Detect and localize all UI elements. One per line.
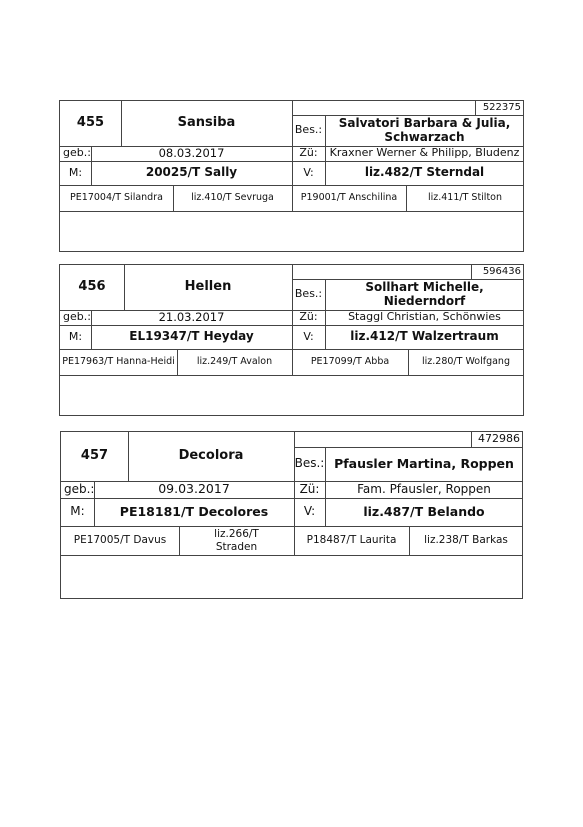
divider (61, 526, 523, 527)
birth-date: 08.03.2017 (158, 146, 225, 160)
divider (325, 279, 326, 349)
horse-name: Hellen (184, 279, 232, 295)
divider (179, 526, 180, 555)
sire-label: V: (303, 504, 316, 519)
entry-number: 455 (76, 115, 105, 131)
sire-label: V: (303, 329, 314, 343)
divider (292, 265, 293, 375)
breeder-label: Zü: (299, 310, 318, 324)
horse-name: Sansiba (177, 115, 236, 131)
owner-name: Pfausler Martina, Roppen (334, 455, 514, 471)
divider (471, 265, 472, 279)
pedigree-sire-sire: liz.238/T Barkas (424, 534, 508, 547)
divider (292, 115, 524, 116)
registration-number: 596436 (482, 266, 521, 278)
breeder-name: Kraxner Werner & Philipp, Bludenz (329, 146, 520, 160)
birth-date: 09.03.2017 (158, 481, 230, 497)
divider (475, 101, 476, 115)
sire-name: liz.482/T Sterndal (364, 165, 485, 180)
entry-number: 457 (80, 448, 109, 464)
divider (471, 432, 472, 447)
pedigree-sire-sire: liz.411/T Stilton (427, 191, 503, 203)
pedigree-dam-sire: liz.410/T Sevruga (191, 191, 274, 203)
divider (292, 279, 524, 280)
owner-name: Sollhart Michelle, Niederndorf (365, 279, 484, 308)
pedigree-dam-dam: PE17963/T Hanna-Heidi (62, 355, 175, 367)
entry-card-456 (59, 264, 524, 416)
pedigree-sire-dam: P18487/T Laurita (306, 534, 397, 547)
sire-name: liz.412/T Walzertraum (350, 329, 499, 344)
registration-number: 522375 (482, 102, 521, 114)
divider (128, 432, 129, 481)
owner-label: Bes.: (294, 456, 325, 471)
registration-number: 472986 (478, 432, 520, 446)
birth-label: geb.: (63, 146, 91, 160)
entry-card-457 (60, 431, 523, 599)
horse-name: Decolora (178, 448, 244, 464)
divider (60, 211, 524, 212)
breeder-name: Fam. Pfausler, Roppen (357, 481, 491, 496)
owner-label: Bes.: (294, 287, 323, 301)
birth-date: 21.03.2017 (158, 310, 225, 324)
dam-label: M: (68, 329, 83, 343)
sire-name: liz.487/T Belando (363, 503, 485, 519)
dam-name: 20025/T Sally (145, 165, 238, 180)
divider (91, 146, 92, 185)
birth-label: geb.: (64, 481, 94, 496)
divider (173, 185, 174, 211)
divider (61, 481, 523, 482)
owner-label: Bes.: (294, 123, 323, 137)
dam-label: M: (70, 504, 85, 519)
divider (325, 447, 326, 526)
entry-number: 456 (78, 279, 106, 295)
breeder-label: Zü: (299, 146, 318, 160)
pedigree-sire-dam: PE17099/T Abba (310, 355, 390, 367)
divider (91, 310, 92, 349)
divider (61, 498, 523, 499)
dam-name: PE18181/T Decolores (119, 503, 269, 519)
divider (409, 526, 410, 555)
divider (294, 447, 523, 448)
birth-label: geb.: (63, 310, 91, 324)
pedigree-sire-dam: P19001/T Anschilina (300, 191, 398, 203)
divider (121, 101, 122, 146)
breeder-label: Zü: (299, 481, 320, 496)
owner-name: Salvatori Barbara & Julia, Schwarzach (338, 115, 511, 144)
divider (406, 185, 407, 211)
divider (177, 349, 178, 375)
pedigree-dam-dam: PE17004/T Silandra (70, 191, 163, 203)
divider (294, 432, 295, 555)
divider (61, 555, 523, 556)
divider (124, 265, 125, 310)
entry-card-455 (59, 100, 524, 252)
divider (292, 101, 293, 211)
sire-label: V: (303, 165, 314, 179)
pedigree-dam-dam: PE17005/T Davus (73, 534, 167, 547)
dam-label: M: (68, 165, 83, 179)
divider (325, 115, 326, 185)
divider (94, 481, 95, 526)
breeder-name: Staggl Christian, Schönwies (348, 310, 501, 324)
divider (60, 375, 524, 376)
pedigree-sire-sire: liz.280/T Wolfgang (422, 355, 510, 367)
dam-name: EL19347/T Heyday (129, 329, 254, 344)
pedigree-dam-sire: liz.249/T Avalon (196, 355, 273, 367)
divider (408, 349, 409, 375)
pedigree-dam-sire: liz.266/T Straden (214, 528, 259, 553)
